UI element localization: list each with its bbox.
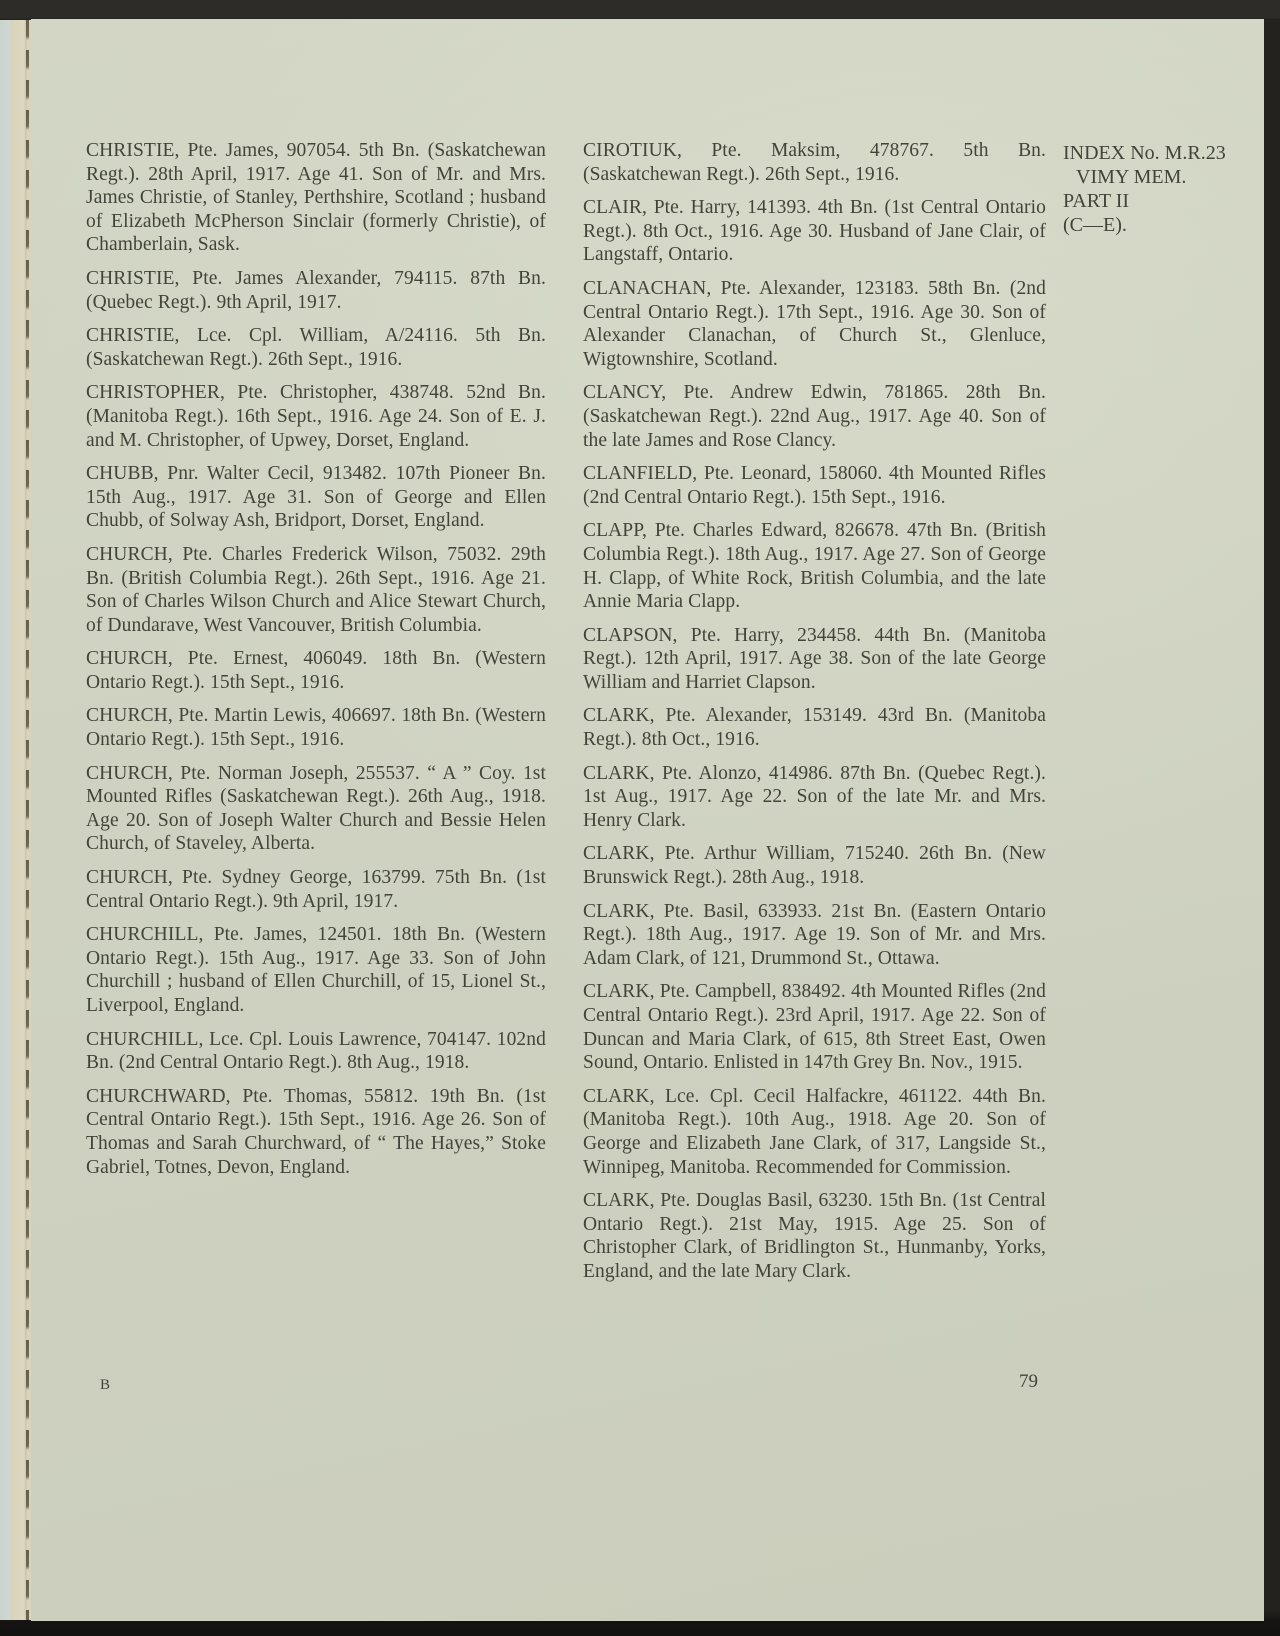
register-entry: CHURCHILL, Lce. Cpl. Louis Lawrence, 704147. 102nd Bn. (2nd Central Ontario Regt.). 8th Aug., 1918. [86,1028,546,1074]
gutter-stitch-line [26,20,29,1620]
register-entry: CLANCY, Pte. Andrew Edwin, 781865. 28th Bn. (Saskatchewan Regt.). 22nd Aug., 1917. Age 40. Son of the late James and Rose Clancy. [583,382,1046,451]
margin-memorial-name: VIMY MEM. [1076,166,1187,188]
register-entry: CLAPP, Pte. Charles Edward, 826678. 47th Bn. (British Columbia Regt.). 18th Aug., 1917. Age 27. Son of George H. Clapp, of White Rock, British Columbia, and the late Annie Maria Clapp. [583,520,1046,613]
register-entry: CHURCH, Pte. Ernest, 406049. 18th Bn. (Western Ontario Regt.). 15th Sept., 1916. [86,648,546,693]
register-entry: CLARK, Pte. Arthur William, 715240. 26th Bn. (New Brunswick Regt.). 28th Aug., 1918. [583,843,1046,889]
register-entry: CIROTIUK, Pte. Maksim, 478767. 5th Bn. (Saskatchewan Regt.). 26th Sept., 1916. [583,140,1046,185]
margin-note [1063,141,1263,237]
register-entry: CHRISTIE, Lce. Cpl. William, A/24116. 5th Bn. (Saskatchewan Regt.). 26th Sept., 1916. [86,325,546,370]
register-entry: CLAIR, Pte. Harry, 141393. 4th Bn. (1st Central Ontario Regt.). 8th Oct., 1916. Age 30. Husband of Jane Clair, of Langstaff, Ontario. [583,197,1046,266]
margin-letter-range: (C—E). [1063,214,1127,236]
register-entry: CLARK, Pte. Douglas Basil, 63230. 15th Bn. (1st Central Ontario Regt.). 21st May, 1915. Age 25. Son of Christopher Clark, of Bridlington St., Hunmanby, Yorks, England, and the late Mary Clark. [583,1190,1046,1282]
register-entry: CLARK, Pte. Alonzo, 414986. 87th Bn. (Quebec Regt.). 1st Aug., 1917. Age 22. Son of the late Mr. and Mrs. Henry Clark. [583,762,1046,831]
register-page [31,19,1264,1621]
register-entry: CLARK, Pte. Alexander, 153149. 43rd Bn. (Manitoba Regt.). 8th Oct., 1916. [583,705,1046,751]
register-entry: CHRISTIE, Pte. James, 907054. 5th Bn. (Saskatchewan Regt.). 28th April, 1917. Age 41. Son of Mr. and Mrs. James Christie, of Stanley, Perthshire, Scotland ; husband of Elizabeth McPherson Sinclair (formerly Christie), of Chamberlain, Sask. [86,140,546,256]
register-entry: CLARK, Lce. Cpl. Cecil Halfackre, 461122. 44th Bn. (Manitoba Regt.). 10th Aug., 1918. Age 20. Son of George and Elizabeth Jane Clark, of 317, Langside St., Winnipeg, Manitoba. Recommended for Commission. [583,1085,1046,1178]
book-binding-edge [0,20,31,1620]
register-entry: CLANFIELD, Pte. Leonard, 158060. 4th Mounted Rifles (2nd Central Ontario Regt.). 15th Sept., 1916. [583,463,1046,508]
register-entry: CLANACHAN, Pte. Alexander, 123183. 58th Bn. (2nd Central Ontario Regt.). 17th Sept., 1916. Age 30. Son of Alexander Clanachan, of Church St., Glenluce, Wigtownshire, Scotland. [583,277,1046,370]
register-entry: CHURCH, Pte. Charles Frederick Wilson, 75032. 29th Bn. (British Columbia Regt.). 26th Sept., 1916. Age 21. Son of Charles Wilson Church and Alice Stewart Church, of Dundarave, West Vancouver, British Columbia. [86,543,546,636]
right-column [583,139,1046,1284]
margin-part-label: PART II [1063,190,1130,212]
left-column [86,139,546,1179]
margin-index-number: INDEX No. M.R.23 [1063,142,1226,164]
register-entry: CLARK, Pte. Basil, 633933. 21st Bn. (Eastern Ontario Regt.). 18th Aug., 1917. Age 19. Son of Mr. and Mrs. Adam Clark, of 121, Drummond St., Ottawa. [583,900,1046,969]
register-entry: CLARK, Pte. Campbell, 838492. 4th Mounted Rifles (2nd Central Ontario Regt.). 23rd April, 1917. Age 22. Son of Duncan and Maria Clark, of 615, 8th Street East, Owen Sound, Ontario. Enlisted in 147th Grey Bn. Nov., 1915. [583,981,1046,1074]
register-entry: CHURCHWARD, Pte. Thomas, 55812. 19th Bn. (1st Central Ontario Regt.). 15th Sept., 1916. Age 26. Son of Thomas and Sarah Churchward, of “ The Hayes,” Stoke Gabriel, Totnes, Devon, England. [86,1085,546,1178]
register-entry: CHURCH, Pte. Norman Joseph, 255537. “ A ” Coy. 1st Mounted Rifles (Saskatchewan Regt.). 26th Aug., 1918. Age 20. Son of Joseph Walter Church and Bessie Helen Church, of Staveley, Alberta. [86,762,546,855]
register-entry: CHURCH, Pte. Martin Lewis, 406697. 18th Bn. (Western Ontario Regt.). 15th Sept., 1916. [86,705,546,751]
signature-mark: B [100,1377,112,1393]
page-number: 79 [1019,1371,1038,1392]
register-entry: CHURCH, Pte. Sydney George, 163799. 75th Bn. (1st Central Ontario Regt.). 9th April, 1917. [86,867,546,912]
register-entry: CLAPSON, Pte. Harry, 234458. 44th Bn. (Manitoba Regt.). 12th April, 1917. Age 38. Son of the late George William and Harriet Clapson. [583,624,1046,693]
register-entry: CHRISTOPHER, Pte. Christopher, 438748. 52nd Bn. (Manitoba Regt.). 16th Sept., 1916. Age 24. Son of E. J. and M. Christopher, of Upwey, Dorset, England. [86,382,546,451]
register-entry: CHURCHILL, Pte. James, 124501. 18th Bn. (Western Ontario Regt.). 15th Aug., 1917. Age 33. Son of John Churchill ; husband of Ellen Churchill, of 15, Lionel St., Liverpool, England. [86,924,546,1016]
register-entry: CHUBB, Pnr. Walter Cecil, 913482. 107th Pioneer Bn. 15th Aug., 1917. Age 31. Son of George and Ellen Chubb, of Solway Ash, Bridport, Dorset, England. [86,463,546,532]
register-entry: CHRISTIE, Pte. James Alexander, 794115. 87th Bn. (Quebec Regt.). 9th April, 1917. [86,267,546,313]
